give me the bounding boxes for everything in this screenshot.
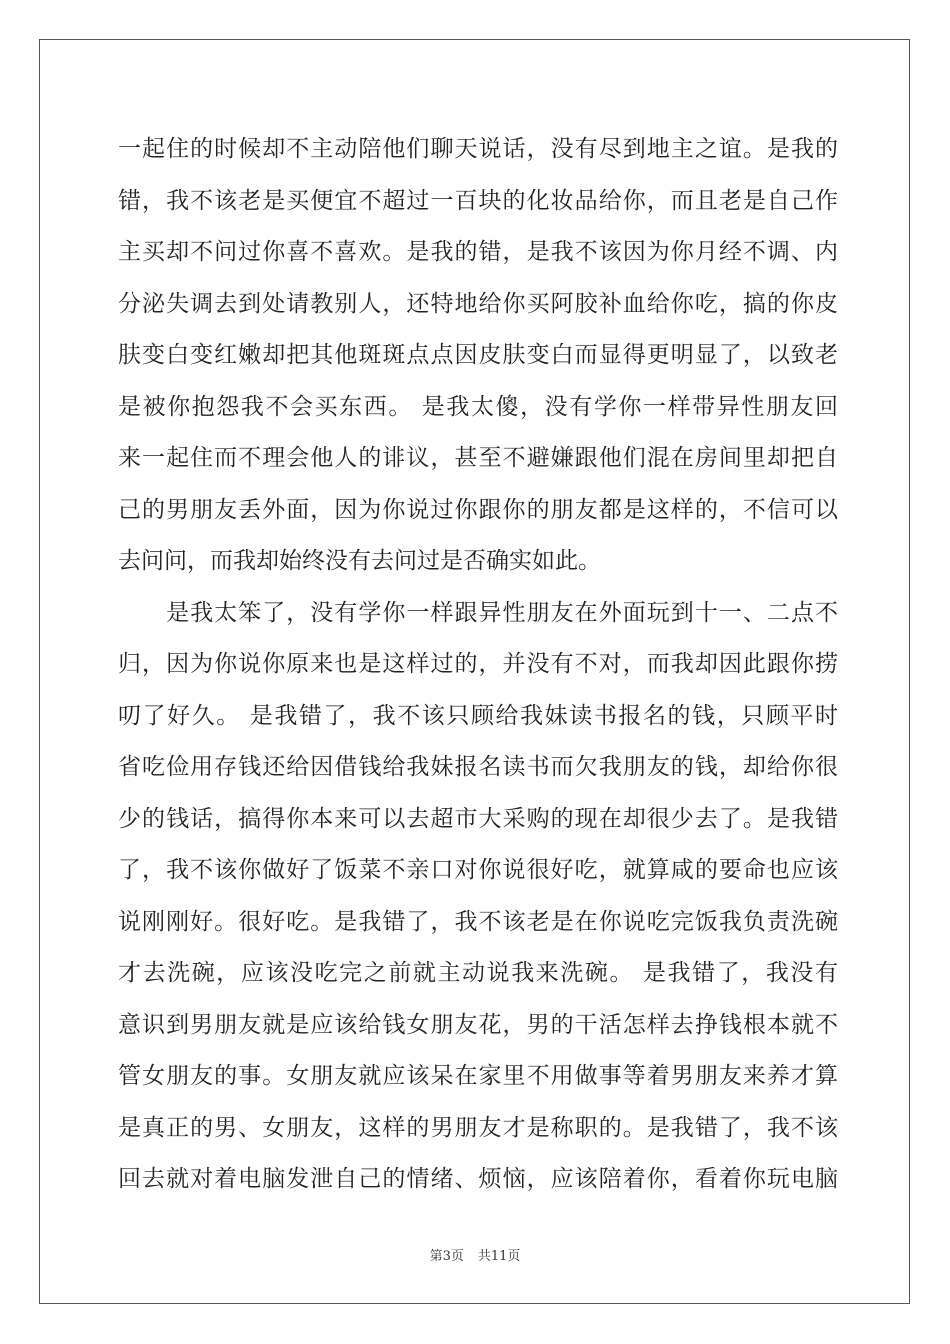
page-footer xyxy=(0,1245,950,1264)
text-line: 肤变白变红嫩却把其他斑斑点点因皮肤变白而显得更明显了，以致老 xyxy=(118,342,838,368)
text-line: 省吃俭用存钱还给因借钱给我妹报名读书而欠我朋友的钱，却给你很 xyxy=(118,754,838,780)
text-line: 归，因为你说你原来也是这样过的，并没有不对，而我却因此跟你捞 xyxy=(118,651,838,677)
text-line: 来一起住而不理会他人的诽议，甚至不避嫌跟他们混在房间里却把自 xyxy=(118,445,838,471)
text-line: 管女朋友的事。女朋友就应该呆在家里不用做事等着男朋友来养才算 xyxy=(118,1063,838,1089)
text-line: 是被你抱怨我不会买东西。 是我太傻，没有学你一样带异性朋友回 xyxy=(118,393,838,420)
text-line: 少的钱话，搞得你本来可以去超市大采购的现在却很少去了。是我错 xyxy=(118,805,838,832)
text-line: 说刚刚好。很好吃。是我错了，我不该老是在你说吃完饭我负责洗碗 xyxy=(118,908,838,935)
text-line: 是我太笨了，没有学你一样跟异性朋友在外面玩到十一、二点不 xyxy=(118,599,838,626)
text-line: 了，我不该你做好了饭菜不亲口对你说很好吃，就算咸的要命也应该 xyxy=(118,857,838,883)
text-line: 主买却不问过你喜不喜欢。是我的错，是我不该因为你月经不调、内 xyxy=(118,239,838,265)
text-line: 己的男朋友丢外面，因为你说过你跟你的朋友都是这样的，不信可以 xyxy=(118,496,838,523)
text-line: 才去洗碗，应该没吃完之前就主动说我来洗碗。 是我错了，我没有 xyxy=(118,960,838,986)
page-total: 共11页 xyxy=(477,1249,521,1264)
text-line: 回去就对着电脑发泄自己的情绪、烦恼，应该陪着你，看着你玩电脑 xyxy=(118,1166,838,1192)
text-line: 意识到男朋友就是应该给钱女朋友花，男的干活怎样去挣钱根本就不 xyxy=(118,1011,838,1038)
text-line: 分泌失调去到处请教别人，还特地给你买阿胶补血给你吃，搞的你皮 xyxy=(118,290,838,317)
text-line: 是真正的男、女朋友，这样的男朋友才是称职的。是我错了，我不该 xyxy=(118,1114,838,1141)
text-line: 去问问，而我却始终没有去问过是否确实如此。 xyxy=(118,548,601,574)
page-number: 第3页 xyxy=(429,1249,464,1264)
text-line: 错，我不该老是买便宜不超过一百块的化妆品给你，而且老是自己作 xyxy=(118,187,838,214)
text-line: 一起住的时候却不主动陪他们聊天说话，没有尽到地主之谊。是我的 xyxy=(118,136,838,162)
text-line: 叨了好久。 是我错了，我不该只顾给我妹读书报名的钱，只顾平时 xyxy=(118,702,838,729)
document-body xyxy=(118,124,838,1206)
